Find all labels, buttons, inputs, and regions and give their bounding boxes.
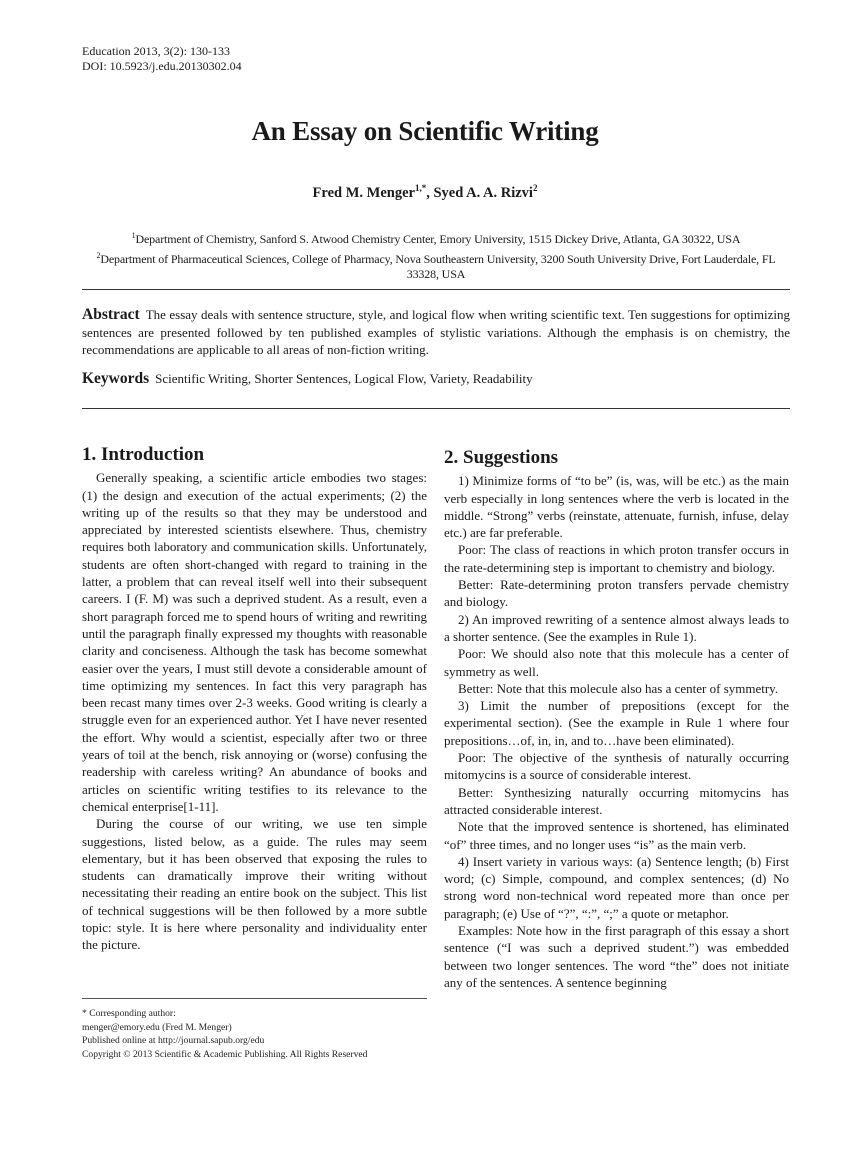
divider-bottom [82,408,790,409]
footnote-email: menger@emory.edu (Fred M. Menger) [82,1021,232,1033]
footnote-published: Published online at http://journal.sapub.org/edu [82,1035,265,1047]
affiliation-mark: 2 [96,250,101,260]
author-affil-mark: 1,* [414,183,427,193]
affiliation [82,248,790,283]
paragraph: Examples: Note how in the first paragraph of this essay a short sentence (“I was such a deprived student.”) was embedded between two longer sentences. The word “the” does not initiate any of the sentences. A sentence beginning [444,923,789,990]
journal-header [82,44,242,74]
paragraph: Better: Synthesizing naturally occurring mitomycins has attracted considerable interest. [444,784,789,817]
author-affil-mark: 2 [532,183,538,193]
footnote-corresponding: * Corresponding author: [82,1008,176,1019]
paragraph: 1) Minimize forms of “to be” (is, was, will be etc.) as the main verb especially in long sentences where the verb is located in the middle. “Strong” verbs (reinstate, attenuate, furnish, infuse, delay etc.) are far preferable. [444,473,789,541]
affiliations [82,228,790,283]
paragraph: Note that the improved sentence is shortened, has eliminated “of” three times, and no longer uses “is” as the main verb. [444,819,789,852]
paragraph: Better: Note that this molecule also has a center of symmetry. [458,680,779,696]
affiliation-mark: 1 [131,231,136,240]
affiliation-text: Department of Pharmaceutical Sciences, College of Pharmacy, Nova Southeastern University, 3200 South University Drive, Fort Lauderdale, FL 33328, USA [100,251,776,281]
author-list [0,183,850,202]
paragraph: Poor: The class of reactions in which proton transfer occurs in the rate-determining step is important to chemistry and biology. [444,542,789,575]
keywords [82,370,790,388]
abstract-text: The essay deals with sentence structure, style, and logical flow when writing scientific text. Ten suggestions for optimizing sentences are presented followed by ten published examples of stylistic variations. Although the emphasis is on chemistry, the recommendations are applicable to all areas of non-fiction writing. [82,307,790,357]
paragraph: Better: Rate-determining proton transfers pervade chemistry and biology. [444,577,789,610]
section-heading: 1. Introduction [82,444,205,465]
footnote-copyright: Copyright © 2013 Scientific & Academic Publishing. All Rights Reserved [82,1049,368,1061]
abstract [82,306,790,359]
affiliation [82,228,790,248]
author-separator: , [426,184,434,201]
journal-doi: DOI: 10.5923/j.edu.20130302.04 [82,59,242,73]
paragraph: Poor: We should also note that this molecule has a center of symmetry as well. [444,646,789,679]
abstract-label: Abstract [82,306,140,323]
footnote-divider [82,998,427,999]
paragraph: 4) Insert variety in various ways: (a) Sentence length; (b) First word; (c) Simple, compound, and complex sentences; (d) No strong word non-technical word repeated more than once per paragraph; (e) Use of “?”, “:”, “;” a quote or metaphor. [444,853,789,921]
section-suggestions [444,449,789,991]
footnote [82,1007,427,1062]
paragraph: 2) An improved rewriting of a sentence almost always leads to a shorter sentence. (See the examples in Rule 1). [444,611,789,644]
paragraph: Generally speaking, a scientific article embodies two stages: (1) the design and execution of the actual experiments; (2) the writing up of the results so that they may be understood and appreciated by interested scientists elsewhere. Thus, chemistry requires both laboratory and communication skills. Unfortunately, students are often short-changed with regard to training in the latter, a problem that can reveal itself well into their subsequent careers. I (F. M) was such a deprived student. As a result, even a short paragraph forced me to spend hours of writing and rewriting until the paragraph finally expressed my thoughts with reasonable clarity and conciseness. Although the task has become somewhat easier over the years, I must still devote a considerable amount of time optimizing my sentences. In fact this very paragraph has been recast many times over 2-3 weeks. Good writing is clearly a struggle even for an experienced author. Yet I have never resented the effort. Why would a scientist, especially after two or three years of toil at the bench, risk annoying or (worse) confusing the readership with careless writing? An abundance of books and articles on scientific writing testifies to its relevance to the chemical enterprise[1-11]. [82,470,427,814]
paragraph: Poor: The objective of the synthesis of naturally occurring mitomycins is a source of considerable interest. [444,750,789,783]
author-name: Syed A. A. Rizvi [433,184,533,201]
paragraph: During the course of our writing, we use ten simple suggestions, listed below, as a guide. The rules may seem elementary, but it has been observed that exposing the rules to students can dramatically improve their writing without necessitating their reading an entire book on the subject. This list of technical suggestions will be then followed by a more subtle topic: style. It is here where personality and individuality enter the picture. [82,816,427,953]
author-name: Fred M. Menger [312,184,415,201]
divider-top [82,289,790,290]
affiliation-text: Department of Chemistry, Sanford S. Atwood Chemistry Center, Emory University, 1515 Dickey Drive, Atlanta, GA 30322, USA [135,232,741,246]
paper-title: An Essay on Scientific Writing [251,116,599,146]
journal-citation: Education 2013, 3(2): 130-133 [82,44,230,58]
section-introduction [82,446,427,954]
keywords-label: Keywords [82,370,150,387]
keywords-text: Scientific Writing, Shorter Sentences, Logical Flow, Variety, Readability [155,371,533,386]
paragraph: 3) Limit the number of prepositions (except for the experimental section). (See the example in Rule 1 where four prepositions…of, in, in, and to…have been eliminated). [444,698,789,748]
section-heading: 2. Suggestions [444,447,559,468]
